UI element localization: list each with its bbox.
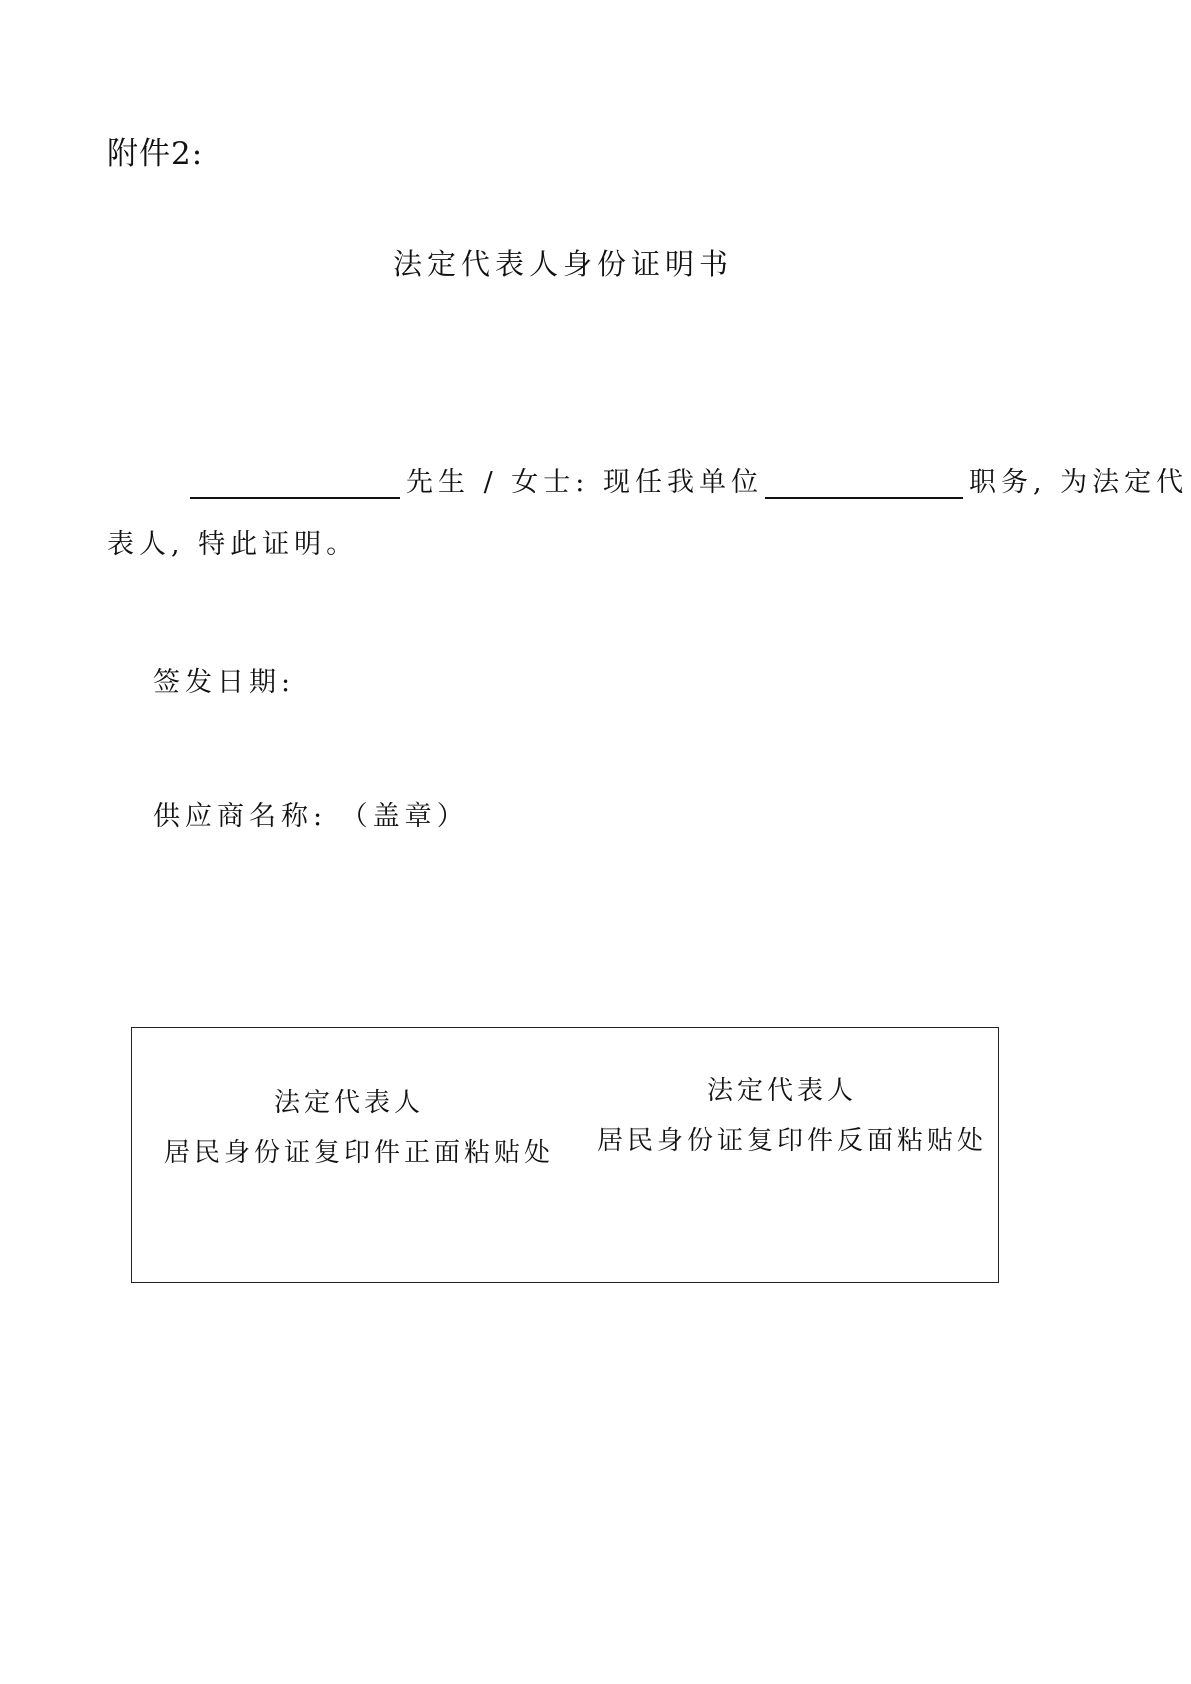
id-front-title: 法定代表人	[273, 1088, 424, 1118]
certification-paragraph-line-2: 表人, 特此证明。	[107, 529, 359, 560]
issue-date-label: 签发日期:	[153, 667, 296, 698]
id-card-paste-box	[131, 1027, 999, 1283]
id-back-paste-area	[597, 1066, 988, 1166]
id-front-caption: 居民身份证复印件正面粘贴处	[164, 1138, 555, 1168]
id-back-title: 法定代表人	[706, 1076, 857, 1106]
id-front-paste-area	[164, 1078, 555, 1178]
attachment-label: 附件2:	[107, 136, 204, 172]
certification-paragraph-line-1	[190, 463, 1188, 499]
name-blank-line	[190, 467, 400, 499]
legal-rep-text: 职务, 为法定代	[968, 467, 1189, 498]
document-title: 法定代表人身份证明书	[393, 247, 734, 281]
id-back-caption: 居民身份证复印件反面粘贴处	[597, 1126, 988, 1156]
gender-position-text: 先生 / 女士: 现任我单位	[406, 467, 763, 498]
supplier-name-label: 供应商名称: （盖章）	[153, 801, 469, 832]
position-blank-line	[765, 467, 963, 499]
